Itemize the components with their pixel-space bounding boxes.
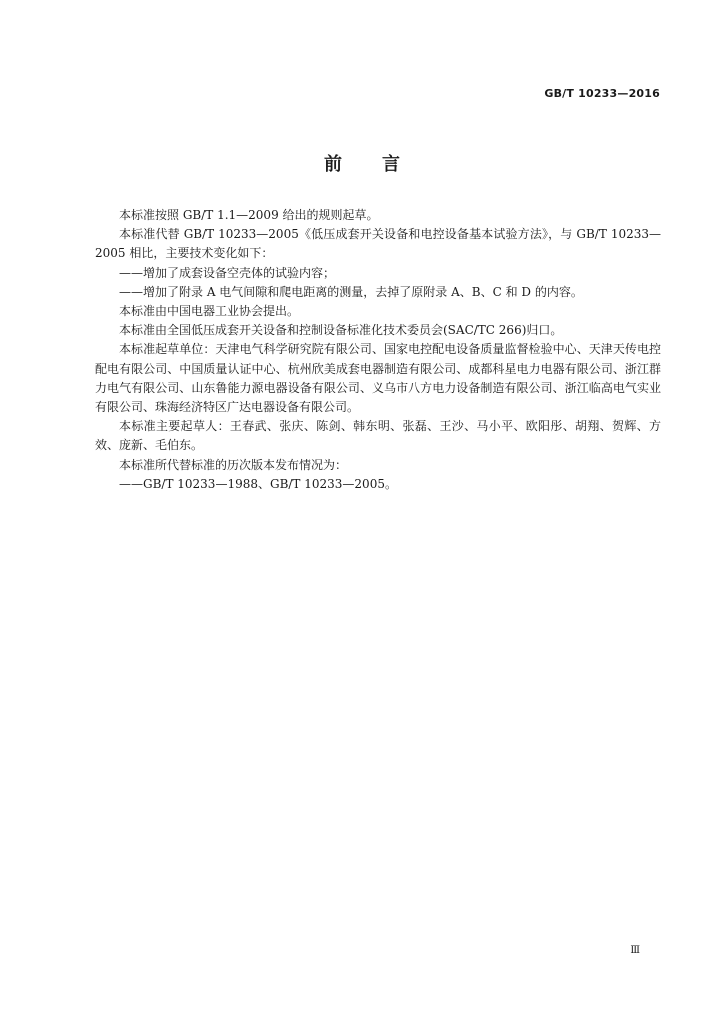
paragraph-previous-editions: 本标准所代替标准的历次版本发布情况为： [119, 457, 348, 472]
previous-editions-list: ——GB/T 10233—1988、GB/T 10233—2005。 [119, 476, 397, 491]
paragraph-drafting-units: 本标准起草单位：天津电气科学研究院有限公司、国家电控配电设备质量监督检验中心、天津天传电控配电有限公司、中国质量认证中心、杭州欣美成套电器制造有限公司、成都科星电力电器有限公司、浙江群力电气有限公司、山东鲁能力源电器设备有限公司、义乌市八方电力设备制造有限公司、浙江临高电气实业有限公司、珠海经济特区广达电器设备有限公司。 [95, 342, 661, 415]
paragraph-proposer: 本标准由中国电器工业协会提出。 [119, 304, 300, 319]
standard-code: GB/T 10233—2016 [544, 87, 660, 100]
paragraph-replacement: 本标准代替 GB/T 10233—2005《低压成套开关设备和电控设备基本试验方法》，与 GB/T 10233—2005 相比，主要技术变化如下： [95, 227, 661, 261]
page-number: Ⅲ [630, 945, 640, 956]
paragraph-committee: 本标准由全国低压成套开关设备和控制设备标准化技术委员会(SAC/TC 266)归口。 [119, 323, 563, 338]
foreword-body [95, 206, 661, 494]
paragraph-drafters: 本标准主要起草人：王春武、张庆、陈剑、韩东明、张磊、王沙、马小平、欧阳彤、胡翔、贺辉、方效、庞新、毛伯东。 [95, 419, 661, 453]
page-title: 前言 [324, 154, 440, 175]
change-item-empty-enclosure: ——增加了成套设备空壳体的试验内容； [119, 265, 336, 280]
paragraph-drafting-rules: 本标准按照 GB/T 1.1—2009 给出的规则起草。 [119, 208, 379, 222]
change-item-annex-a: ——增加了附录 A 电气间隙和爬电距离的测量，去掉了原附录 A、B、C 和 D 的内容。 [119, 284, 583, 299]
